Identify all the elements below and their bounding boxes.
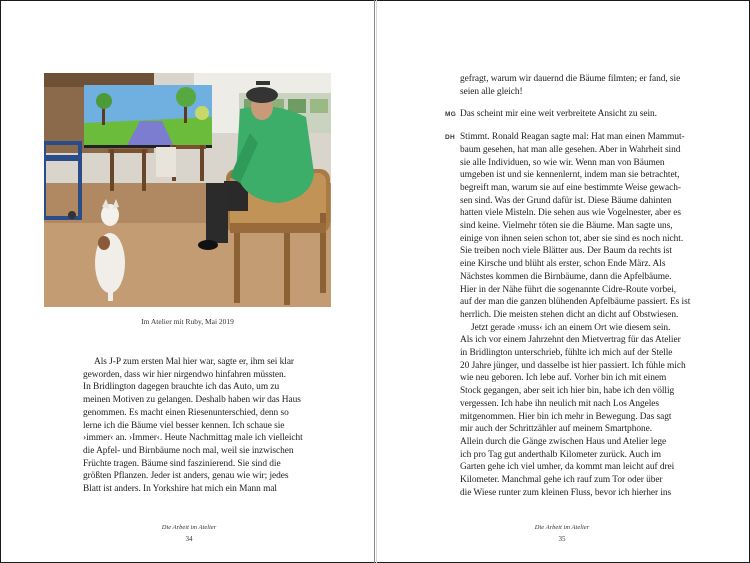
text-line: Früchte tragen. Bäume sind faszinierend. Sie sind die: [83, 458, 281, 469]
text-line: In Bridlington dagegen brauchte ich das Auto, um zu: [83, 382, 280, 393]
text-line: ›immer‹ an. ›Immer‹. Heute Nachmittag male ich vielleicht: [83, 433, 303, 444]
text-line: umgeben ist und sie kennenlernt, indem man sie betrachtet,: [460, 170, 680, 181]
text-line: wie neu geboren. Ich lebe auf. Vorher bin ich mit einem: [460, 373, 667, 384]
text-line: Allein durch die Gänge zwischen Haus und Atelier lege: [460, 436, 667, 447]
text-line: meinen Motiven zu gelangen. Deshalb haben wir das Haus: [83, 395, 301, 406]
speaker-label-dh: DH: [445, 134, 455, 142]
text-line: Stock gegangen, aber seit ich hier bin, habe ich den völlig: [460, 386, 675, 397]
left-page-footer: [129, 524, 249, 543]
text-line: Hier in der Nähe führt die sogenannte Cidre-Route vorbei,: [460, 284, 677, 295]
text-line: eine Kirsche und blüht als erster, schon Ende März. Als: [460, 259, 666, 270]
running-footer-title: Die Arbeit im Atelier: [161, 524, 217, 531]
photo-caption: Im Atelier mit Ruby, Mai 2019: [141, 317, 234, 326]
text-line: Garten gehe ich viel umher, da kommt man leicht auf drei: [460, 462, 675, 473]
text-line: sind keine. Vielmehr töten sie die Bäume. Man sagte uns,: [460, 221, 673, 232]
text-line: Sie treiben noch viele Blätter aus. Der Baum da rechts ist: [460, 246, 672, 257]
text-line: geworden, dass wir hier nirgendwo hinfahren müssten.: [83, 369, 286, 380]
text-line: Blatt ist anders. In Yorkshire hat mich ein Mann mal: [83, 484, 277, 495]
text-line: Nächstes kommen die Birnbäume, dann die Apfelbäume.: [460, 271, 672, 282]
text-line: Kilometer. Manchmal gehe ich rauf zum Tor oder über: [460, 475, 663, 486]
text-line: größten Pflanzen. Jeder ist anders, genau wie wir; jedes: [83, 471, 289, 482]
book-gutter-shadow: [376, 0, 377, 563]
page-number: 34: [185, 535, 193, 543]
text-line: Das scheint mir eine weit verbreitete Ansicht zu sein.: [460, 109, 657, 120]
text-line: baum gesehen, hat man alle gesehen. Aber in Wahrheit sind: [460, 144, 681, 155]
text-line: mir auch der Schrittzähler auf meinem Smartphone.: [460, 424, 653, 435]
text-line: mitgenommen. Hier bin ich mehr in Bewegung. Das sagt: [460, 411, 672, 422]
text-line: auf der man die ganzen blühenden Apfelbäume passiert. Es ist: [460, 297, 691, 308]
text-line: ich pro Tag gut anderthalb Kilometer zurück. Auch im: [460, 449, 661, 460]
text-line: Als J-P zum ersten Mal hier war, sagte er, ihm sei klar: [94, 357, 295, 367]
text-line: die Apfel- und Birnbäume noch mal, weil sie inzwischen: [83, 445, 294, 456]
text-line: gefragt, warum wir dauernd die Bäume filmten; er fand, sie: [460, 74, 681, 84]
text-line: sie alle Individuen, so wie wir. Wenn man von Bäumen: [460, 157, 665, 168]
text-line: die Wiese runter zum kleinen Fluss, bevor ich hierher ins: [460, 487, 672, 498]
text-line: hatten viele Misteln. Die sehen aus wie Vogelnester, aber es: [460, 208, 681, 219]
text-line: einige von ihnen seien schon tot, aber sie sind es noch nicht.: [460, 233, 684, 244]
studio-photo: [44, 73, 331, 307]
text-line: 20 Jahre jünger, und dasselbe ist hier passiert. Ich fühle mich: [460, 360, 686, 371]
text-line: Als ich vor einem Jahrzehnt den Mietvertrag für das Atelier: [460, 335, 681, 346]
text-line: begreift man, warum sie auf eine bestimmte Weise gewach-: [460, 182, 681, 193]
text-line: vergessen. Ich habe ihn neulich mit nach Los Angeles: [460, 398, 659, 409]
text-line: Stimmt. Ronald Reagan sagte mal: Hat man einen Mammut-: [460, 132, 685, 143]
right-page-footer: [502, 524, 622, 543]
text-line: lerne ich die Bäume viel besser kennen. Ich schaue sie: [83, 420, 285, 431]
running-footer-title: Die Arbeit im Atelier: [534, 524, 590, 531]
right-page-body: [445, 73, 691, 500]
book-gutter: [374, 0, 375, 563]
text-line: seien alle gleich!: [460, 86, 523, 97]
text-line: sen sind. Was der Grund dafür ist. Diese Bäume dahinten: [460, 195, 672, 206]
text-line: in Bridlington unterschrieb, fühlte ich mich auf der Stelle: [460, 348, 673, 359]
speaker-label-mg: MG: [445, 111, 457, 119]
text-line: Jetzt gerade ›muss‹ ich an einem Ort wie diesem sein.: [471, 322, 671, 333]
text-line: genommen. Es macht einen Riesenunterschied, denn so: [83, 407, 289, 418]
page-number: 35: [558, 535, 566, 543]
left-page-body: [83, 356, 313, 496]
text-line: herrlich. Die meisten stehen dicht an dicht auf Obstwiesen.: [460, 309, 679, 320]
